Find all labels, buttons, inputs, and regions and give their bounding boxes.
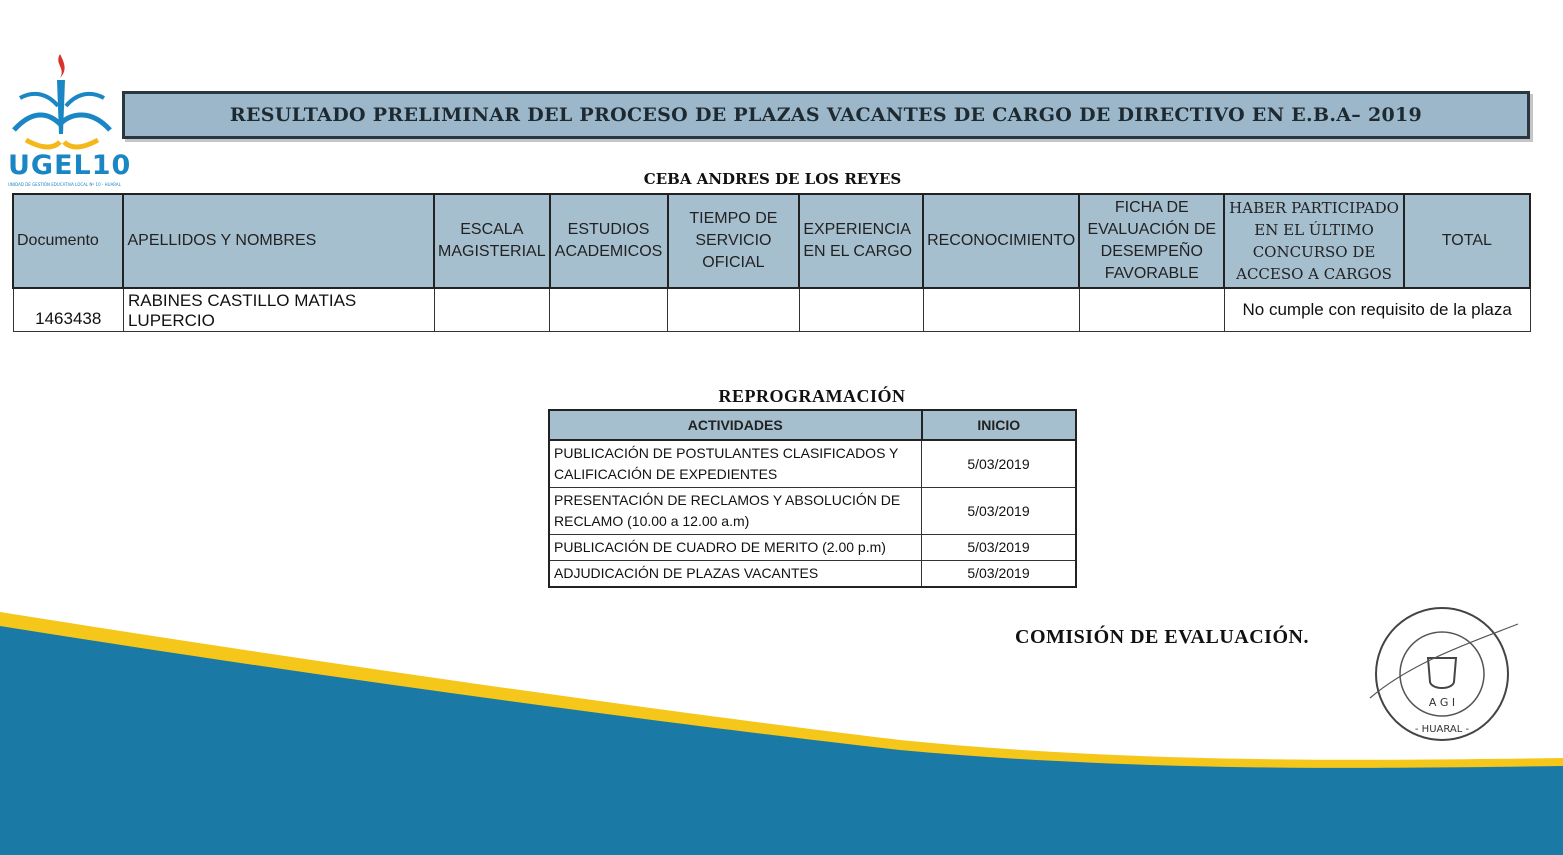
- table-row: [13, 288, 1530, 332]
- reprog-header-row: [549, 410, 1076, 440]
- cell-nombre: RABINES CASTILLO MATIAS LUPERCIO: [123, 288, 434, 332]
- cell-resultado: No cumple con requisito de la plaza: [1224, 288, 1530, 332]
- table-row: [549, 561, 1076, 588]
- svg-text:- HUARAL -: - HUARAL -: [1414, 724, 1470, 735]
- col-apellidos-nombres: APELLIDOS Y NOMBRES: [123, 194, 434, 288]
- cell-reconocimiento: [923, 288, 1079, 332]
- table-row: [549, 488, 1076, 535]
- svg-text:A G I: A G I: [1428, 696, 1456, 709]
- cell-documento: 1463438: [13, 288, 123, 332]
- cell-actividad: ADJUDICACIÓN DE PLAZAS VACANTES: [549, 561, 922, 588]
- col-ficha-evaluacion: FICHA DE EVALUACIÓN DE DESEMPEÑO FAVORABLE: [1079, 194, 1224, 288]
- cell-actividad: PRESENTACIÓN DE RECLAMOS Y ABSOLUCIÓN DE RECLAMO (10.00 a 12.00 a.m): [549, 488, 922, 535]
- col-tiempo-servicio: TIEMPO DE SERVICIO OFICIAL: [668, 194, 800, 288]
- logo-wordmark: UGEL10: [8, 150, 132, 181]
- cell-inicio: 5/03/2019: [922, 561, 1077, 588]
- col-documento: Documento: [13, 194, 123, 288]
- table-row: [549, 535, 1076, 561]
- cell-inicio: 5/03/2019: [922, 535, 1077, 561]
- col-haber-participado: HABER PARTICIPADO EN EL ÚLTIMO CONCURSO DE ACCESO A CARGOS: [1224, 194, 1403, 288]
- commission-signature: COMISIÓN DE EVALUACIÓN.: [1015, 626, 1309, 648]
- cell-estudios: [550, 288, 668, 332]
- logo-subtitle: UNIDAD DE GESTIÓN EDUCATIVA LOCAL Nº 10 - HUARAL: [8, 182, 121, 187]
- col-experiencia-cargo: EXPERIENCIA EN EL CARGO: [799, 194, 923, 288]
- school-name: CEBA ANDRES DE LOS REYES: [643, 170, 902, 188]
- cell-inicio: 5/03/2019: [922, 440, 1077, 488]
- cell-actividad: PUBLICACIÓN DE POSTULANTES CLASIFICADOS Y CALIFICACIÓN DE EXPEDIENTES: [549, 440, 922, 488]
- col-inicio: INICIO: [922, 410, 1077, 440]
- col-escala-magisterial: ESCALA MAGISTERIAL: [434, 194, 550, 288]
- cell-escala: [434, 288, 550, 332]
- col-total: TOTAL: [1404, 194, 1530, 288]
- results-header-row: [13, 194, 1530, 288]
- cell-inicio: 5/03/2019: [922, 488, 1077, 535]
- cell-actividad: PUBLICACIÓN DE CUADRO DE MERITO (2.00 p.m): [549, 535, 922, 561]
- table-row: [549, 440, 1076, 488]
- col-reconocimiento: RECONOCIMIENTO: [923, 194, 1079, 288]
- cell-tiempo: [668, 288, 800, 332]
- official-seal-icon: [1362, 602, 1522, 742]
- col-actividades: ACTIVIDADES: [549, 410, 922, 440]
- cell-ficha: [1079, 288, 1224, 332]
- col-estudios-academicos: ESTUDIOS ACADEMICOS: [550, 194, 668, 288]
- page-title-bar: [122, 91, 1530, 139]
- decorative-wave: [0, 590, 1563, 855]
- page-title: RESULTADO PRELIMINAR DEL PROCESO DE PLAZAS VACANTES DE CARGO DE DIRECTIVO EN E.B.A– 2019: [229, 104, 1423, 126]
- reprogramacion-table: [548, 409, 1077, 588]
- reprogramacion-title: REPROGRAMACIÓN: [718, 386, 906, 406]
- cell-experiencia: [799, 288, 923, 332]
- results-table: [12, 193, 1531, 332]
